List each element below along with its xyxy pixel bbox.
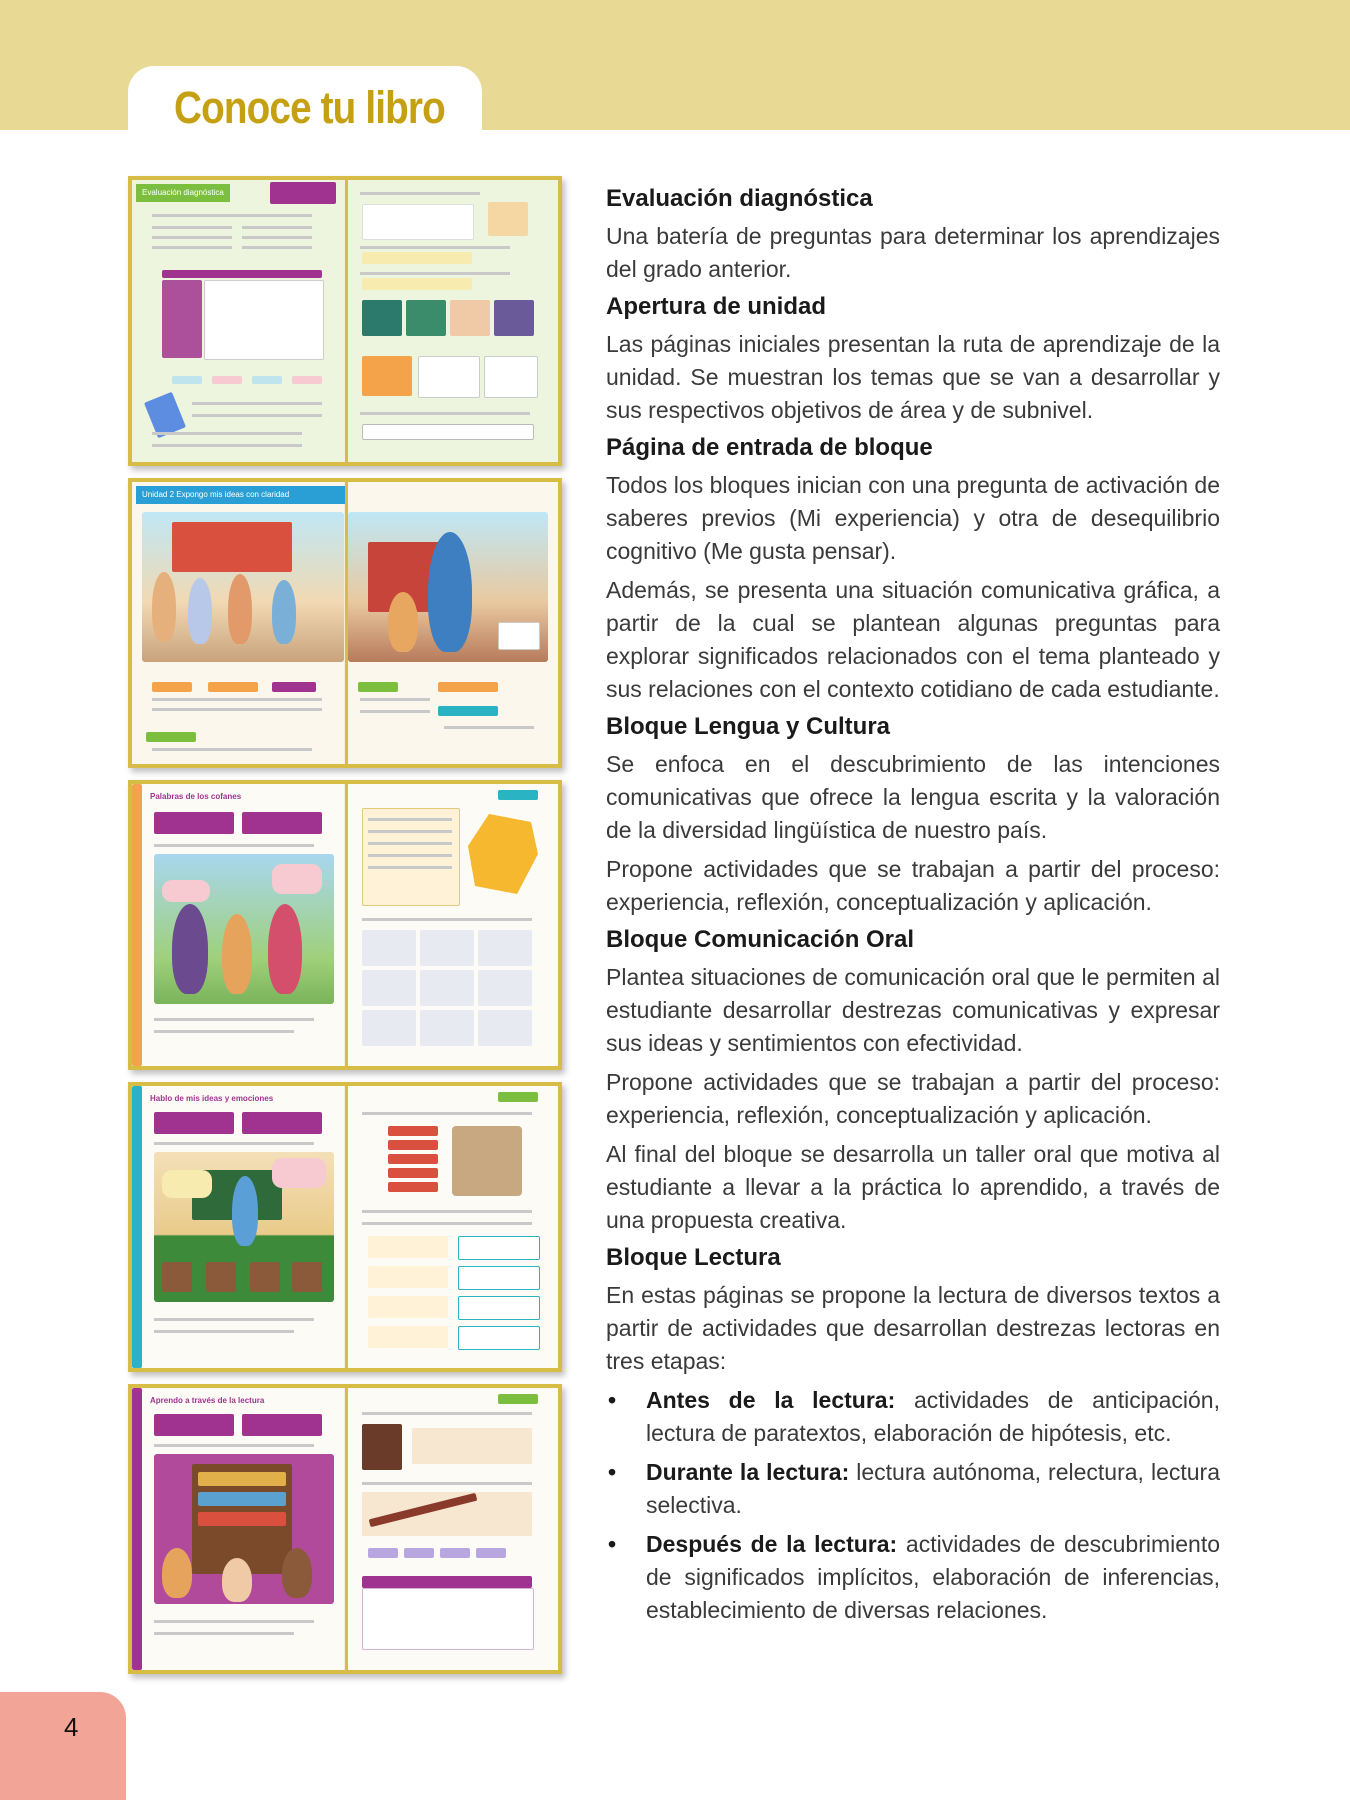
list-item: [606, 1384, 1220, 1450]
section-paragraph: Plantea situaciones de comunicación oral que le permiten al estudiante desarrollar destrezas comunicativas y expresar sus ideas y sentimientos con efectividad.: [606, 964, 1220, 1056]
section-paragraph: Al final del bloque se desarrolla un taller oral que motiva al estudiante a llevar a la práctica lo aprendido, a través de una propuesta creativa.: [606, 1141, 1220, 1233]
section-paragraph: Se enfoca en el descubrimiento de las intenciones comunicativas que ofrece la lengua escrita y la valoración de la diversidad lingüística de nuestro país.: [606, 751, 1220, 843]
section-bloque-lectura: [606, 1243, 1220, 1627]
bullet-icon: •: [608, 1459, 617, 1485]
page-number: 4: [64, 1712, 79, 1742]
section-paragraph: Además, se presenta una situación comunicativa gráfica, a partir de la cual se plantean algunas preguntas para explorar significados relacionados con el tema planteado y sus relaciones con el contexto cotidiano de cada estudiante.: [606, 577, 1220, 702]
thumbnail-lectura: [128, 1384, 562, 1674]
section-heading: Bloque Lengua y Cultura: [606, 713, 891, 740]
thumbnail-comunicacion-oral: [128, 1082, 562, 1372]
list-item: [606, 1456, 1220, 1522]
section-paragraph: Las páginas iniciales presentan la ruta de aprendizaje de la unidad. Se muestran los temas que se van a desarrollar y sus respectivos objetivos de área y de subnivel.: [606, 331, 1220, 423]
thumbnail-lengua-y-cultura: [128, 780, 562, 1070]
section-pagina-de-entrada-de-bloque: [606, 433, 1220, 706]
list-item-text: actividades de descubrimiento de significados implícitos, elaboración de inferencias, establecimiento de diversas relaciones.: [646, 1531, 1221, 1623]
thumbnail-label: Hablo de mis ideas y emociones: [150, 1094, 274, 1103]
thumbnail-label: Evaluación diagnóstica: [136, 184, 230, 202]
content-column: [606, 184, 1220, 1633]
section-heading: Apertura de unidad: [606, 293, 827, 320]
section-paragraph: Propone actividades que se trabajan a partir del proceso: experiencia, reflexión, conceptualización y aplicación.: [606, 1069, 1220, 1128]
thumbnail-label: Palabras de los cofanes: [150, 792, 242, 801]
thumbnail-label: Unidad 2 Expongo mis ideas con claridad: [136, 486, 348, 504]
section-bloque-comunicacion-oral: [606, 925, 1220, 1237]
section-heading: Bloque Lectura: [606, 1244, 781, 1271]
section-evaluacion-diagnostica: [606, 184, 1220, 286]
section-heading: Página de entrada de bloque: [606, 434, 933, 461]
thumbnail-evaluacion-diagnostica: [128, 176, 562, 466]
bullet-icon: •: [608, 1531, 617, 1557]
section-paragraph: En estas páginas se propone la lectura de diversos textos a partir de actividades que desarrollan destrezas lectoras en tres etapas:: [606, 1282, 1220, 1374]
section-bloque-lengua-y-cultura: [606, 712, 1220, 919]
list-item-text: lectura autónoma, relectura, lectura selectiva.: [646, 1459, 1220, 1518]
list-item-title: Antes de la lectura:: [646, 1387, 896, 1413]
reading-stages-list: [606, 1384, 1220, 1627]
section-apertura-de-unidad: [606, 292, 1220, 427]
section-heading: Bloque Comunicación Oral: [606, 926, 915, 953]
page-number-tab: [0, 1692, 126, 1800]
bullet-icon: •: [608, 1387, 617, 1413]
page-title: Conoce tu libro: [174, 82, 445, 133]
section-heading: Evaluación diagnóstica: [606, 185, 873, 212]
list-item-text: actividades de anticipación, lectura de paratextos, elaboración de hipótesis, etc.: [646, 1387, 1220, 1446]
thumbnail-label: Aprendo a través de la lectura: [150, 1396, 265, 1405]
list-item: [606, 1528, 1220, 1627]
list-item-title: Después de la lectura:: [646, 1531, 898, 1557]
section-paragraph: Una batería de preguntas para determinar los aprendizajes del grado anterior.: [606, 223, 1220, 282]
section-paragraph: Todos los bloques inician con una pregunta de activación de saberes previos (Mi experiencia) y otra de desequilibrio cognitivo (Me gusta pensar).: [606, 472, 1220, 564]
thumbnail-apertura-de-unidad: [128, 478, 562, 768]
section-paragraph: Propone actividades que se trabajan a partir del proceso: experiencia, reflexión, conceptualización y aplicación.: [606, 856, 1220, 915]
list-item-title: Durante la lectura:: [646, 1459, 850, 1485]
